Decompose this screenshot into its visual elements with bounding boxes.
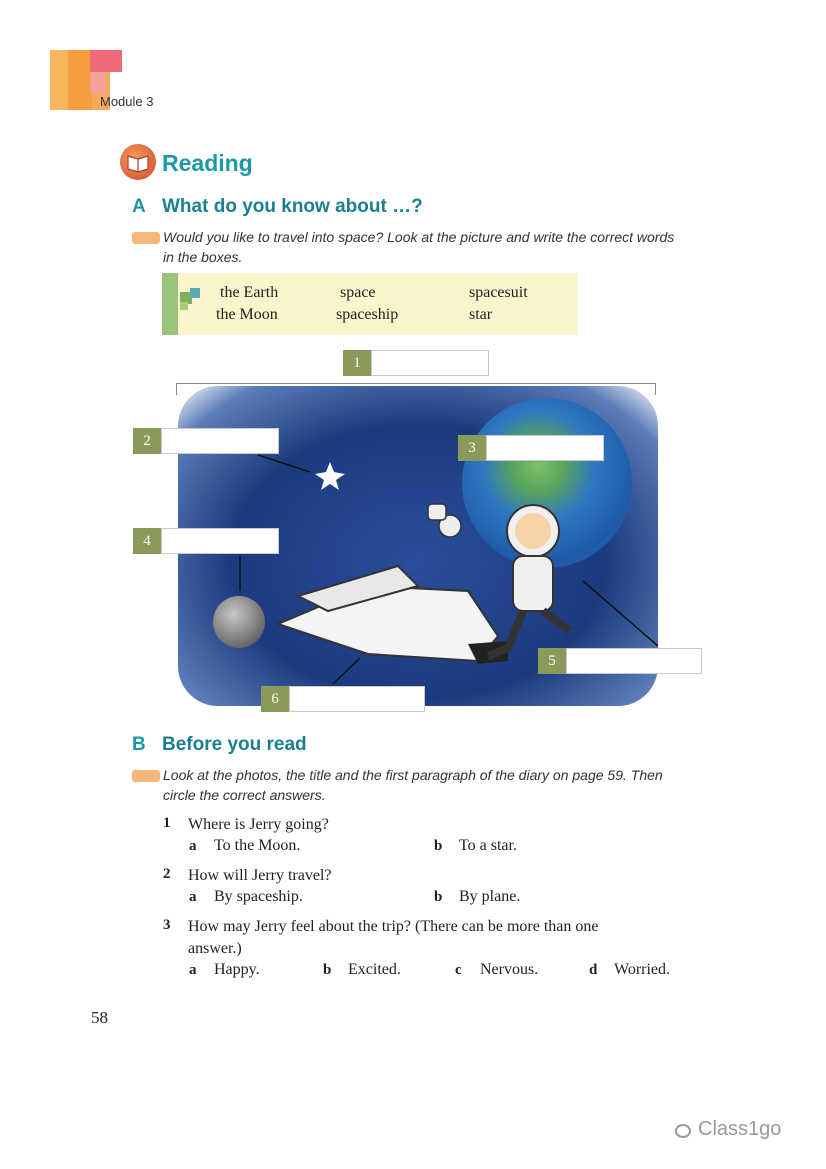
- section-b-title: Before you read: [162, 734, 307, 755]
- option-letter[interactable]: a: [189, 889, 197, 905]
- word-option: star: [469, 306, 493, 323]
- word-option: spaceship: [336, 306, 399, 323]
- module-logo-block: [90, 72, 106, 94]
- question-text: answer.): [188, 940, 242, 957]
- box-number-1: 1: [343, 350, 371, 376]
- option-text[interactable]: To a star.: [459, 837, 517, 854]
- word-option: space: [340, 284, 376, 301]
- section-b-instruction-line1: Look at the photos, the title and the first paragraph of the diary on page 59. Then: [163, 767, 663, 783]
- section-b-instruction-line2: circle the correct answers.: [163, 787, 326, 803]
- instruction-marker: [132, 770, 160, 782]
- book-icon: [120, 144, 156, 180]
- star-illustration: [315, 462, 345, 490]
- option-text[interactable]: To the Moon.: [214, 837, 301, 854]
- word-box: [162, 273, 578, 335]
- word-option: spacesuit: [469, 284, 528, 301]
- question-number: 3: [163, 917, 171, 933]
- answer-box-5[interactable]: [566, 648, 702, 674]
- question-number: 1: [163, 815, 171, 831]
- option-text[interactable]: Happy.: [214, 961, 260, 978]
- box-number-6: 6: [261, 686, 289, 712]
- option-letter[interactable]: a: [189, 962, 197, 978]
- box-number-4: 4: [133, 528, 161, 554]
- answer-box-6[interactable]: [289, 686, 425, 712]
- option-text[interactable]: By plane.: [459, 888, 521, 905]
- spaceship-illustration: [278, 566, 508, 664]
- option-letter[interactable]: a: [189, 838, 197, 854]
- section-a-instruction-line2: in the boxes.: [163, 249, 243, 265]
- module-logo-block: [90, 50, 122, 72]
- question-number: 2: [163, 866, 171, 882]
- word-option: the Moon: [216, 306, 278, 323]
- section-a-title: What do you know about …?: [162, 196, 423, 217]
- option-letter[interactable]: d: [589, 962, 598, 978]
- option-letter[interactable]: c: [455, 962, 462, 978]
- box-number-2: 2: [133, 428, 161, 454]
- wechat-icon: [675, 1124, 691, 1138]
- option-letter[interactable]: b: [434, 838, 443, 854]
- option-text[interactable]: Nervous.: [480, 961, 539, 978]
- small-astronaut-illustration: [428, 504, 461, 537]
- box-number-3: 3: [458, 435, 486, 461]
- question-text: Where is Jerry going?: [188, 816, 329, 833]
- section-a-instruction-line1: Would you like to travel into space? Look at the picture and write the correct words: [163, 229, 675, 245]
- answer-box-1[interactable]: [371, 350, 489, 376]
- instruction-marker: [132, 232, 160, 244]
- answer-box-3[interactable]: [486, 435, 604, 461]
- option-text[interactable]: Excited.: [348, 961, 401, 978]
- word-box-bar: [162, 273, 178, 335]
- question-text: How may Jerry feel about the trip? (There can be more than one: [188, 918, 599, 935]
- module-label: Module 3: [100, 94, 154, 109]
- section-b-letter: B: [132, 734, 146, 755]
- option-letter[interactable]: b: [323, 962, 332, 978]
- page-number: 58: [91, 1008, 108, 1027]
- word-box-decoration: [190, 288, 200, 298]
- option-text[interactable]: Worried.: [614, 961, 671, 978]
- reading-title: Reading: [162, 150, 253, 176]
- question-text: How will Jerry travel?: [188, 867, 332, 884]
- section-a-letter: A: [132, 196, 146, 217]
- watermark: Class1go: [698, 1118, 782, 1140]
- word-box-decoration: [180, 302, 188, 310]
- option-letter[interactable]: b: [434, 889, 443, 905]
- word-option: the Earth: [220, 284, 279, 301]
- answer-box-2[interactable]: [161, 428, 279, 454]
- option-text[interactable]: By spaceship.: [214, 888, 303, 905]
- box-number-5: 5: [538, 648, 566, 674]
- astronaut-illustration: [488, 505, 570, 656]
- answer-box-4[interactable]: [161, 528, 279, 554]
